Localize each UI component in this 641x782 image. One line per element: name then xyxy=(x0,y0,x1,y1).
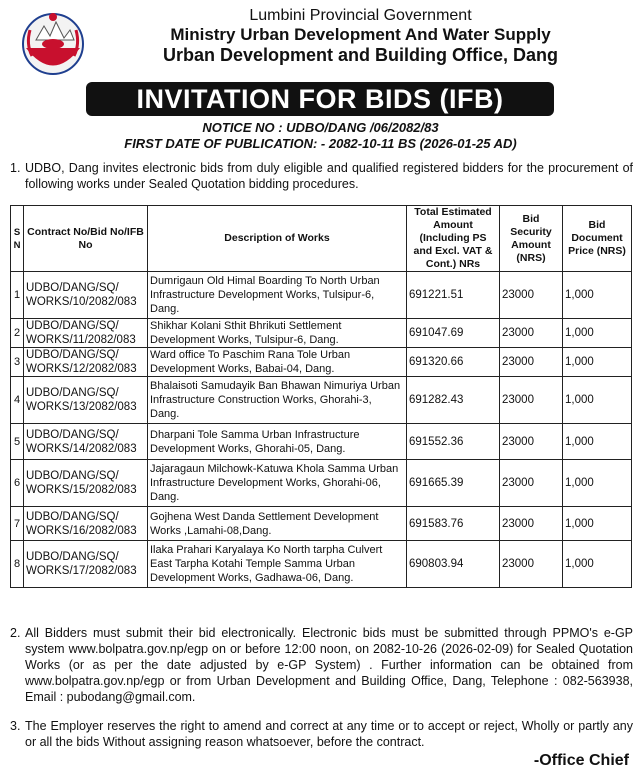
table-row xyxy=(11,377,632,424)
cell-contract-no: UDBO/DANG/SQ/ WORKS/16/2082/083 xyxy=(24,507,148,541)
clause-number: 3. xyxy=(10,719,21,733)
ifb-banner: INVITATION FOR BIDS (IFB) xyxy=(86,82,554,116)
table-row xyxy=(11,424,632,460)
cell-estimated-amount: 691221.51 xyxy=(407,272,500,319)
table-row xyxy=(11,348,632,377)
clause-text: The Employer reserves the right to amend and correct at any time or to accept or reject, Wholly or partly any or all the bids Without assigning reason whatsoever, before the contract. xyxy=(25,719,633,749)
table-row xyxy=(11,319,632,348)
cell-description: Dumrigaun Old Himal Boarding To North Urban Infrastructure Development Works, Tulsipur-6, Dang. xyxy=(148,272,407,319)
signature: -Office Chief xyxy=(533,752,629,769)
cell-bid-security: 23000 xyxy=(500,424,563,460)
letterhead xyxy=(90,6,631,66)
cell-estimated-amount: 691552.36 xyxy=(407,424,500,460)
cell-estimated-amount: 691583.76 xyxy=(407,507,500,541)
cell-contract-no: UDBO/DANG/SQ/ WORKS/13/2082/083 xyxy=(24,377,148,424)
clause-1 xyxy=(10,160,633,192)
table-row xyxy=(11,507,632,541)
clause-number: 2. xyxy=(10,626,21,640)
cell-description: Dharpani Tole Samma Urban Infrastructure Development Works, Ghorahi-05, Dang. xyxy=(148,424,407,460)
clause-text: All Bidders must submit their bid electronically. Electronic bids must be submitted through PPMO's e-GP system www.bolpatra.gov.np/egp on or before 12:00 noon, on 2082-10-26 (2026-02-09) for Sealed Quotation Works (or as per the date adjusted by e-GP System) . Further information can be obtained from www.bolpatra.gov.np/egp or from Urban Development and Building Office, Dang, Telephone : 082-563938, Email : pubodang@gmail.com. xyxy=(25,626,633,704)
cell-contract-no: UDBO/DANG/SQ/ WORKS/12/2082/083 xyxy=(24,348,148,377)
table-header-row xyxy=(11,206,632,272)
clause-number: 1. xyxy=(10,161,21,175)
header-contract: Contract No/Bid No/IFB No xyxy=(24,206,148,272)
table-row xyxy=(11,541,632,588)
cell-document-price: 1,000 xyxy=(563,272,632,319)
cell-contract-no: UDBO/DANG/SQ/ WORKS/11/2082/083 xyxy=(24,319,148,348)
header-bid-security: Bid Security Amount (NRS) xyxy=(500,206,563,272)
cell-estimated-amount: 691047.69 xyxy=(407,319,500,348)
table-row xyxy=(11,272,632,319)
cell-document-price: 1,000 xyxy=(563,507,632,541)
cell-contract-no: UDBO/DANG/SQ/ WORKS/17/2082/083 xyxy=(24,541,148,588)
header-estimated-amount: Total Estimated Amount (Including PS and Excl. VAT & Cont.) NRs xyxy=(407,206,500,272)
cell-sn: 1 xyxy=(11,272,24,319)
cell-description: Ward office To Paschim Rana Tole Urban Development Works, Babai-04, Dang. xyxy=(148,348,407,377)
cell-bid-security: 23000 xyxy=(500,541,563,588)
cell-sn: 4 xyxy=(11,377,24,424)
clause-text: UDBO, Dang invites electronic bids from duly eligible and qualified registered bidders for the procurement of following works under Sealed Quotation bidding procedures. xyxy=(25,161,633,191)
header-sn: S N xyxy=(11,206,24,272)
cell-document-price: 1,000 xyxy=(563,319,632,348)
notice-number: NOTICE NO : UDBO/DANG /06/2082/83 xyxy=(202,120,439,135)
cell-sn: 6 xyxy=(11,460,24,507)
cell-bid-security: 23000 xyxy=(500,348,563,377)
cell-description: Ilaka Prahari Karyalaya Ko North tarpha Culvert East Tarpha Kotahi Temple Samma Urban Development Works, Gadhawa-06, Dang. xyxy=(148,541,407,588)
ministry-name: Ministry Urban Development And Water Supply xyxy=(170,25,551,44)
cell-sn: 2 xyxy=(11,319,24,348)
cell-bid-security: 23000 xyxy=(500,507,563,541)
cell-sn: 8 xyxy=(11,541,24,588)
header-document-price: Bid Document Price (NRS) xyxy=(563,206,632,272)
cell-estimated-amount: 690803.94 xyxy=(407,541,500,588)
publication-date: FIRST DATE OF PUBLICATION: - 2082-10-11 BS (2026-01-25 AD) xyxy=(124,136,517,151)
cell-contract-no: UDBO/DANG/SQ/ WORKS/10/2082/083 xyxy=(24,272,148,319)
cell-sn: 5 xyxy=(11,424,24,460)
cell-description: Bhalaisoti Samudayik Ban Bhawan Nimuriya Urban Infrastructure Construction Works, Ghorahi-3, Dang. xyxy=(148,377,407,424)
cell-description: Jajaragaun Milchowk-Katuwa Khola Samma Urban Infrastructure Development Works, Ghorahi-06, Dang. xyxy=(148,460,407,507)
cell-document-price: 1,000 xyxy=(563,377,632,424)
cell-estimated-amount: 691282.43 xyxy=(407,377,500,424)
header-description: Description of Works xyxy=(148,206,407,272)
cell-document-price: 1,000 xyxy=(563,348,632,377)
cell-bid-security: 23000 xyxy=(500,319,563,348)
notice-block xyxy=(0,120,641,152)
cell-document-price: 1,000 xyxy=(563,424,632,460)
cell-sn: 3 xyxy=(11,348,24,377)
cell-sn: 7 xyxy=(11,507,24,541)
clause-2 xyxy=(10,625,633,705)
cell-document-price: 1,000 xyxy=(563,541,632,588)
cell-contract-no: UDBO/DANG/SQ/ WORKS/14/2082/083 xyxy=(24,424,148,460)
cell-contract-no: UDBO/DANG/SQ/ WORKS/15/2082/083 xyxy=(24,460,148,507)
province-name: Lumbini Provincial Government xyxy=(249,7,472,24)
cell-bid-security: 23000 xyxy=(500,460,563,507)
bids-table xyxy=(10,205,632,588)
cell-description: Gojhena West Danda Settlement Development Works ,Lamahi-08,Dang. xyxy=(148,507,407,541)
clause-3 xyxy=(10,718,633,750)
cell-bid-security: 23000 xyxy=(500,377,563,424)
table-row xyxy=(11,460,632,507)
cell-bid-security: 23000 xyxy=(500,272,563,319)
cell-description: Shikhar Kolani Sthit Bhrikuti Settlement Development Works, Tulsipur-6, Dang. xyxy=(148,319,407,348)
cell-estimated-amount: 691665.39 xyxy=(407,460,500,507)
office-name: Urban Development and Building Office, Dang xyxy=(162,45,559,65)
government-emblem-icon xyxy=(18,8,88,78)
cell-document-price: 1,000 xyxy=(563,460,632,507)
cell-estimated-amount: 691320.66 xyxy=(407,348,500,377)
